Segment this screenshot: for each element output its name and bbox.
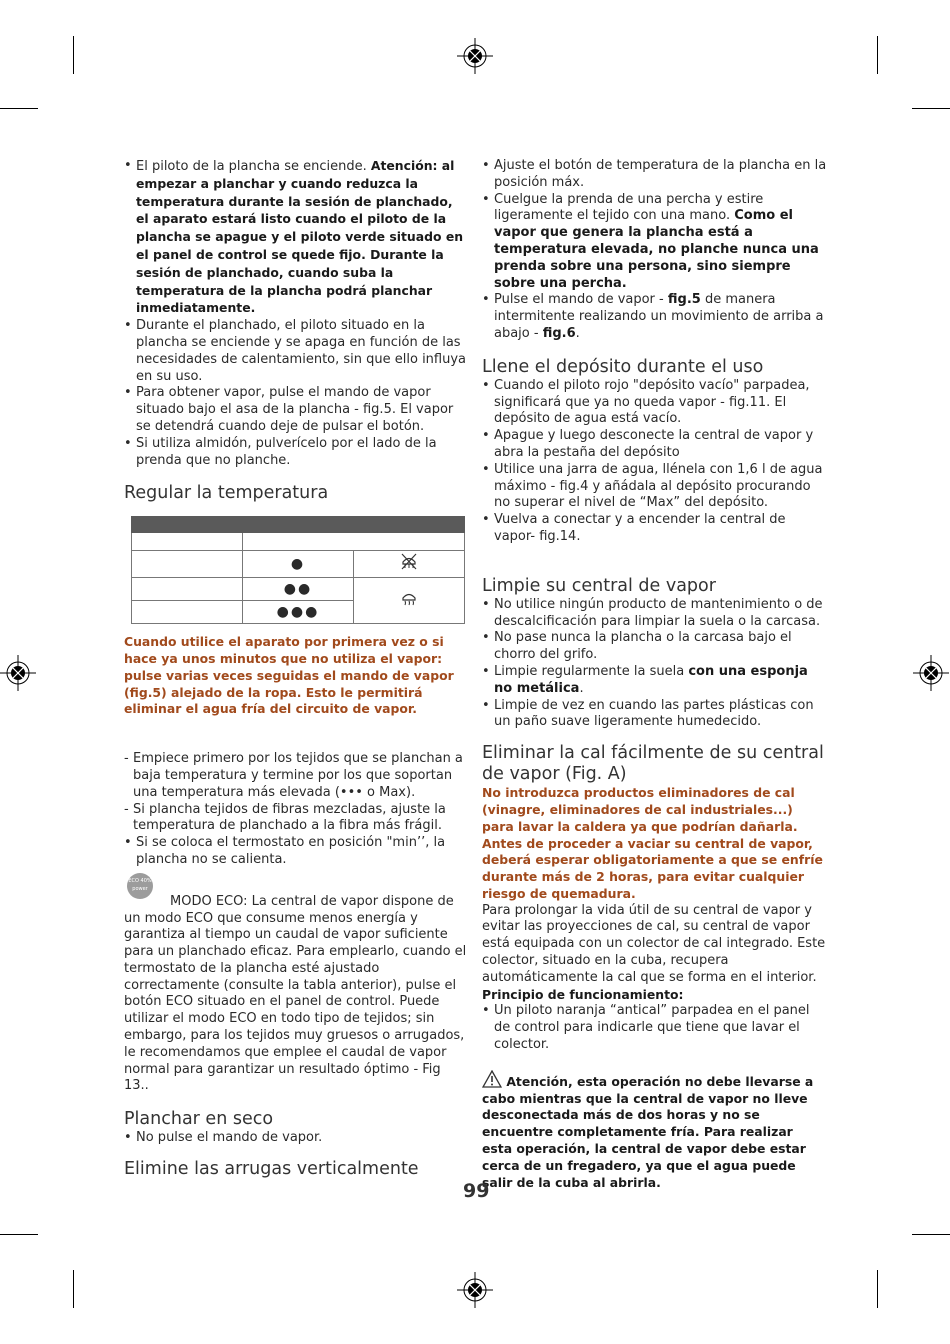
crop-mark bbox=[877, 1270, 878, 1308]
section-title-limpie: Limpie su central de vapor bbox=[482, 575, 716, 596]
table-header-cell bbox=[132, 517, 465, 533]
arrugas-list bbox=[482, 158, 827, 343]
table-cell bbox=[354, 578, 465, 624]
temp-dots: ●●● bbox=[243, 601, 354, 624]
table-row bbox=[132, 578, 465, 601]
right-column bbox=[482, 158, 827, 1191]
registration-mark-icon bbox=[913, 655, 949, 691]
section-title-seco: Planchar en seco bbox=[124, 1109, 274, 1130]
list-item: • Cuando el piloto rojo "depósito vacío" parpadea, significará que ya no queda vapor - fig.11. El depósito de agua está vacío. bbox=[482, 378, 827, 428]
list-item: • Ajuste el botón de temperatura de la plancha en la posición máx. bbox=[482, 158, 827, 192]
principio-label: Principio de funcionamiento: bbox=[482, 986, 684, 1002]
registration-mark-icon bbox=[457, 1272, 493, 1308]
cal-warning: No introduzca productos eliminadores de cal (vinagre, eliminadores de cal industriales...) para lavar la caldera ya que podrían dañarla. Antes de proceder a vaciar su central de vapor, deberá esperar obligatoriamente a que se enfríe durante más de 2 horas, para evitar cualquier riesgo de quemadura. bbox=[482, 785, 823, 901]
deposito-list bbox=[482, 378, 827, 546]
list-item: • No utilice ningún producto de mantenimiento o de descalcificación para limpiar la suela o la carcasa. bbox=[482, 597, 827, 631]
left-column bbox=[124, 158, 469, 1180]
table-header-row bbox=[132, 517, 465, 533]
emphasis-text: con una esponja no metálica bbox=[494, 663, 808, 696]
temp-dots: ●● bbox=[243, 578, 354, 601]
crop-mark bbox=[0, 108, 38, 109]
list-item: - Empiece primero por los tejidos que se planchan a baja temperatura y termine por los que soportan una temperatura más elevada (••• o Max). bbox=[124, 751, 469, 801]
tips-list bbox=[124, 751, 469, 869]
warning-triangle-icon bbox=[482, 1070, 502, 1088]
registration-mark-icon bbox=[0, 655, 36, 691]
table-row bbox=[132, 551, 465, 578]
crop-mark bbox=[912, 108, 950, 109]
section-title-cal: Eliminar la cal fácilmente de su central de vapor (Fig. A) bbox=[482, 743, 824, 785]
list-item: • Utilice una jarra de agua, llénela con 1,6 l de agua máximo - fig.4 y añádala al depósito procurando no superar el nivel de “Max” del depósito. bbox=[482, 462, 827, 512]
list-item bbox=[124, 158, 469, 318]
limpie-list bbox=[482, 597, 827, 731]
eco-header bbox=[124, 877, 469, 903]
item-text: El piloto de la plancha se enciende. bbox=[136, 159, 371, 174]
crop-mark bbox=[73, 1270, 74, 1308]
warning-text: Como el vapor que genera la plancha está a temperatura elevada, no planche nunca una prenda sobre una persona, sino siempre sobre una percha. bbox=[494, 208, 819, 291]
list-item: • Para obtener vapor, pulse el mando de vapor situado bajo el asa de la plancha - fig.5. El vapor se detendrá cuando deje de pulsar el botón. bbox=[124, 385, 469, 435]
registration-mark-icon bbox=[457, 38, 493, 74]
list-item: • No pulse el mando de vapor. bbox=[124, 1130, 469, 1147]
eco-block bbox=[124, 877, 469, 1096]
fig-ref: fig.6 bbox=[542, 325, 576, 341]
item-text: Limpie regularmente la suela bbox=[494, 663, 689, 679]
section-title-arrugas: Elimine las arrugas verticalmente bbox=[124, 1159, 419, 1180]
section-title-deposito: Llene el depósito durante el uso bbox=[482, 356, 764, 377]
table-cell bbox=[132, 551, 243, 578]
section-title-regular: Regular la temperatura bbox=[124, 483, 329, 504]
crop-mark bbox=[73, 36, 74, 74]
final-warning bbox=[482, 1070, 827, 1192]
eco-badge-icon: ECO 40% power bbox=[127, 873, 153, 899]
list-item bbox=[482, 664, 827, 698]
list-item: • Limpie de vez en cuando las partes plásticas con un paño suave ligeramente humedecido. bbox=[482, 698, 827, 732]
list-item: • Un piloto naranja “antical” parpadea en el panel de control para indicarle que tiene que lavar el colector. bbox=[482, 1003, 827, 1053]
list-item: • Si se coloca el termostato en posición "min’’, la plancha no se calienta. bbox=[124, 835, 469, 869]
fig-ref: fig.5 bbox=[667, 292, 701, 308]
item-text: . bbox=[575, 325, 580, 341]
cal-text: Para prolongar la vida útil de su central de vapor y evitar las proyecciones de cal, su central de vapor está equipada con un colector de cal integrado. Este colector, situado en la cuba, recupera automáticamente la cal que se forma en el interior. bbox=[482, 902, 826, 985]
item-text: de manera intermitente realizando un movimiento de arriba a abajo - bbox=[494, 292, 824, 341]
item-text: Cuelgue la prenda de una percha y estire ligeramente el tejido con una mano. bbox=[494, 191, 764, 224]
crop-mark bbox=[0, 1234, 38, 1235]
temperature-table bbox=[131, 516, 465, 624]
table-cell bbox=[132, 533, 243, 551]
final-warning-text: Atención, esta operación no debe llevarse a cabo mientras que la central de vapor no lleve desconectada más de dos horas y no se encuentre completamente fría. Para realizar esta operación, la central de vapor debe estar cerca de un fregadero, ya que el agua puede salir de la cuba al abrirla. bbox=[482, 1073, 814, 1190]
list-item: • Apague y luego desconecte la central de vapor y abra la pestaña del depósito bbox=[482, 428, 827, 462]
eco-text bbox=[124, 894, 469, 1096]
no-steam-icon bbox=[399, 551, 419, 571]
intro-list bbox=[124, 158, 469, 469]
list-item: • Vuelva a conectar y a encender la central de vapor- fig.14. bbox=[482, 512, 827, 546]
table-cell bbox=[243, 533, 465, 551]
table-cell bbox=[354, 551, 465, 578]
steam-icon bbox=[399, 588, 419, 608]
table-cell bbox=[132, 601, 243, 624]
list-item: • No pase nunca la plancha o la carcasa bajo el chorro del grifo. bbox=[482, 630, 827, 664]
item-text: Pulse el mando de vapor - bbox=[494, 292, 668, 308]
list-item: • Si utiliza almidón, pulverícelo por el lado de la prenda que no planche. bbox=[124, 436, 469, 470]
temp-dots: ● bbox=[243, 551, 354, 578]
page-number: 99 bbox=[463, 1180, 490, 1202]
warning-text: Atención: al empezar a planchar y cuando reduzca la temperatura durante la sesión de planchado, el aparato estará listo cuando el piloto de la plancha se apague y el piloto verde situado en el panel de control se quede fijo. Durante la sesión de planchado, cuando suba la temperatura de la plancha podrá planchar inmediatamente. bbox=[136, 158, 464, 316]
list-item bbox=[482, 292, 827, 342]
table-cell bbox=[132, 578, 243, 601]
table-row bbox=[132, 533, 465, 551]
list-item: • Durante el planchado, el piloto situado en la plancha se enciende y se apaga en función de las necesidades de calentamiento, sin que ello influya en su uso. bbox=[124, 318, 469, 385]
item-text: . bbox=[579, 680, 584, 696]
eco-paragraph: MODO ECO: La central de vapor dispone de un modo ECO que consume menos energía y garantiza al tiempo un caudal de vapor suficiente para un planchado eficaz. Para emplearlo, cuando el termostato de la plancha esté ajustado correctamente (consulte la tabla anterior), pulse el botón ECO situado en el panel de control. Puede utilizar el modo ECO en todo tipo de tejidos; sin embargo, para los tejidos muy gruesos o arrugados, le recomendamos que emplee el caudal de vapor normal para garantizar un resultado óptimo - Fig 13.. bbox=[124, 893, 467, 1094]
list-item: - Si plancha tejidos de fibras mezcladas, ajuste la temperatura de planchado a la fibra más frágil. bbox=[124, 802, 469, 836]
list-item bbox=[482, 192, 827, 293]
crop-mark bbox=[877, 36, 878, 74]
first-use-note: Cuando utilice el aparato por primera vez o si hace ya unos minutos que no utiliza el vapor: pulse varias veces seguidas el mando de vapor (fig.5) alejado de la ropa. Esto le permitirá eliminar el agua fría del circuito de vapor. bbox=[124, 634, 454, 717]
crop-mark bbox=[912, 1234, 950, 1235]
